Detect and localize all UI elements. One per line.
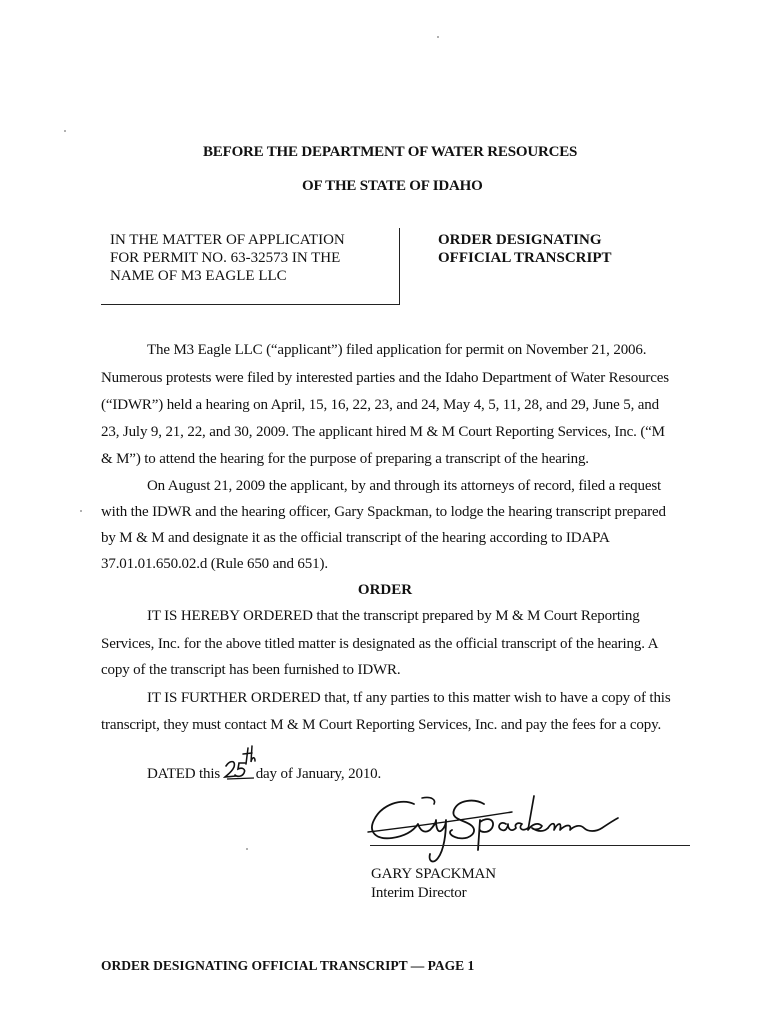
dated-line bbox=[147, 762, 381, 783]
scan-speck bbox=[437, 36, 439, 38]
scan-speck bbox=[80, 510, 82, 512]
dated-prefix: DATED this bbox=[147, 766, 221, 782]
body-text-line: Services, Inc. for the above titled matter is designated as the official transcript of the hearing. A bbox=[101, 636, 659, 652]
order-title-line: ORDER DESIGNATING bbox=[438, 232, 602, 248]
caption-line: IN THE MATTER OF APPLICATION bbox=[110, 232, 345, 248]
document-header-line-1: BEFORE THE DEPARTMENT OF WATER RESOURCES bbox=[203, 144, 578, 160]
case-caption-box bbox=[101, 228, 400, 305]
body-text-line: Numerous protests were filed by interested parties and the Idaho Department of Water Resources bbox=[101, 370, 669, 386]
body-text-line: copy of the transcript has been furnished to IDWR. bbox=[101, 662, 401, 678]
document-header-line-2: OF THE STATE OF IDAHO bbox=[302, 178, 483, 194]
scan-speck bbox=[64, 130, 66, 132]
order-heading: ORDER bbox=[357, 582, 413, 598]
body-text-line: On August 21, 2009 the applicant, by and through its attorneys of record, filed a request bbox=[147, 478, 662, 494]
signatory-name: GARY SPACKMAN bbox=[371, 866, 496, 882]
body-text-line: & M”) to attend the hearing for the purpose of preparing a transcript of the hearing. bbox=[101, 451, 589, 467]
signature-line bbox=[370, 845, 690, 846]
caption-line: NAME OF M3 EAGLE LLC bbox=[110, 268, 287, 284]
signatory-title: Interim Director bbox=[371, 885, 467, 901]
scan-speck bbox=[246, 848, 248, 850]
caption-line: FOR PERMIT NO. 63-32573 IN THE bbox=[110, 250, 341, 266]
body-text-line: by M & M and designate it as the official transcript of the hearing according to IDAPA bbox=[101, 530, 610, 546]
handwritten-day bbox=[224, 762, 256, 780]
body-text-line: 37.01.01.650.02.d (Rule 650 and 651). bbox=[101, 556, 328, 572]
page-footer: ORDER DESIGNATING OFFICIAL TRANSCRIPT — PAGE 1 bbox=[101, 958, 475, 973]
body-text-line: The M3 Eagle LLC (“applicant”) filed application for permit on November 21, 2006. bbox=[147, 342, 647, 358]
body-text-line: with the IDWR and the hearing officer, Gary Spackman, to lodge the hearing transcript prepared bbox=[101, 504, 666, 520]
body-text-line: transcript, they must contact M & M Court Reporting Services, Inc. and pay the fees for a copy. bbox=[101, 717, 662, 733]
dated-suffix: day of January, 2010. bbox=[255, 766, 382, 782]
body-text-line: IT IS HEREBY ORDERED that the transcript prepared by M & M Court Reporting bbox=[147, 608, 640, 624]
order-title-line: OFFICIAL TRANSCRIPT bbox=[438, 250, 612, 266]
body-text-line: 23, July 9, 21, 22, and 30, 2009. The applicant hired M & M Court Reporting Services, Inc. (“M bbox=[101, 424, 665, 440]
body-text-line: IT IS FURTHER ORDERED that, tf any parties to this matter wish to have a copy of this bbox=[147, 690, 671, 706]
body-text-line: (“IDWR”) held a hearing on April, 15, 16, 22, 23, and 24, May 4, 5, 11, 28, and 29, June 5, and bbox=[101, 397, 659, 413]
handwritten-signature bbox=[362, 790, 622, 870]
